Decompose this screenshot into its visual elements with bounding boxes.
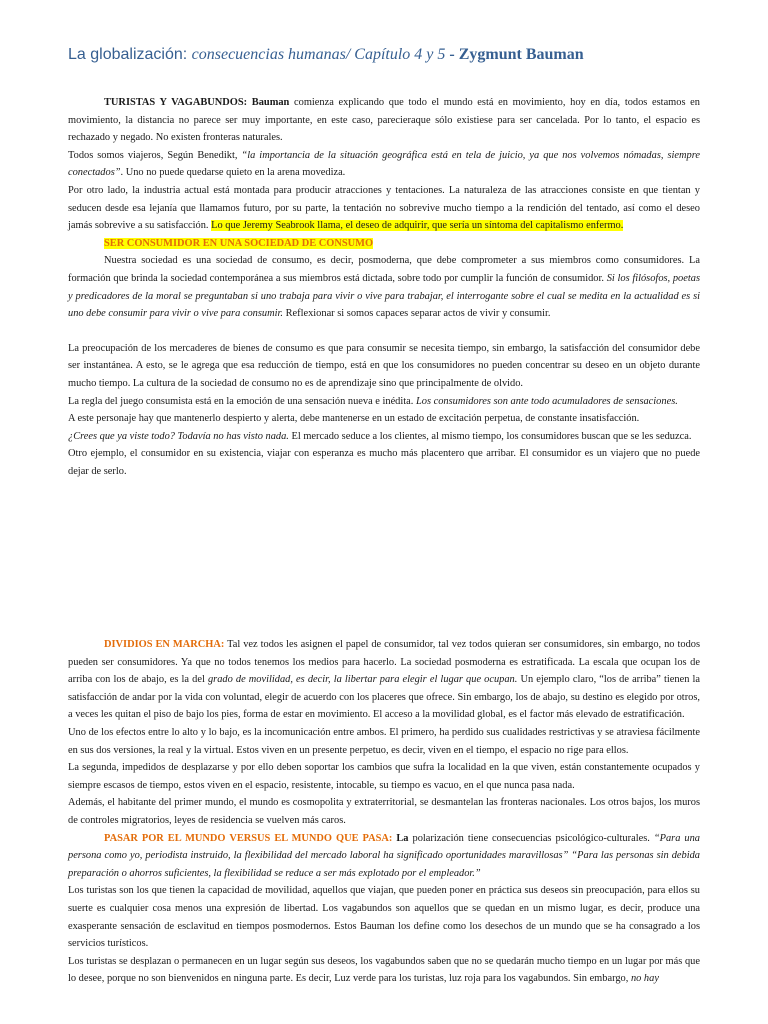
paragraph-regla-juego bbox=[68, 393, 700, 411]
bold-lead: La bbox=[392, 832, 409, 844]
paragraph-pasar-por-el-mundo bbox=[68, 830, 700, 883]
italic-quote-personas: “Para las personas sin debida preparación o ahorros suficientes, la flexibilidad se reduce a ser más explotado por el empleador.” bbox=[68, 850, 700, 879]
heading-divididos-en-marcha: DIVIDIOS EN MARCHA: bbox=[104, 639, 225, 650]
subheading-ser-consumidor bbox=[68, 235, 700, 253]
paragraph-divididos bbox=[68, 636, 700, 724]
paragraph-text: Por otro lado, la industria actual está montada para producir atracciones y tentaciones. La naturaleza de las atracciones consiste en que tientan y seducen desde esa lejanía que llamamos futuro, por su parte, la tentación no sobrevive mucho tiempo a la rendición del tentado, así como el deseo jamás sobrevive a su satisfacción. bbox=[68, 184, 700, 232]
italic-text: no hay bbox=[630, 973, 659, 985]
bauman-lead: Bauman bbox=[251, 97, 290, 108]
paragraph-industria bbox=[68, 182, 700, 235]
paragraph-text: Los turistas son los que tienen la capacidad de movilidad, aquellos que viajan, que pueden poner en práctica sus deseos sin preocupación, para ellos su suerte es cualquier cosa menos una expresión de libertad. Los vagabundos son aquellos que se quedan en un mismo lugar, es decir, produce una exasperante sensación de esclavitud en tiempos posmodernos. Estos Bauman los define como los desechos de un mundo que se ha consagrado a los servicios turísticos. bbox=[68, 885, 700, 950]
italic-quote: Si los filósofos, poetas y predicadores de la moral se preguntaban si uno trabaja para vivir o vive para trabajar, el interrogante sobre el cual se medita en la actualidad es si uno debe consumir para vivir o vive para consumir. bbox=[68, 272, 700, 320]
page-title bbox=[68, 46, 728, 64]
paragraph-text: La regla del juego consumista está en la emoción de una sensación nueva e inédita. bbox=[68, 395, 416, 407]
paragraph-text: La preocupación de los mercaderes de bienes de consumo es que para consumir se necesita tiempo, sin embargo, la satisfacción del consumidor debe ser instantánea. A esto, se le agrega que esa reducción de tiempo, está en que los consumidores no pueden concentrar su deseo en un objeto durante mucho tiempo. La cultura de la sociedad de consumo no es de aprendizaje sino que principalmente de olvido. bbox=[68, 342, 700, 389]
italic-quote: Los consumidores son ante todo acumuladores de sensaciones. bbox=[415, 395, 678, 407]
paragraph-viajeros bbox=[68, 147, 700, 182]
paragraph-mercaderes bbox=[68, 340, 700, 393]
italic-quote: grado de movilidad, es decir, la libertar para elegir el lugar que ocupan. bbox=[207, 674, 518, 686]
highlighted-text: Lo que Jeremy Seabrook llama, el deseo de adquirir, que sería un síntoma del capitalismo enfermo. bbox=[211, 220, 624, 232]
paragraph-text: Además, el habitante del primer mundo, el mundo es cosmopolita y extraterritorial, se desmantelan las fronteras nacionales. Los otros bajos, los muros de controles migratorios, leyes de residencia se vuelven más caros. bbox=[68, 797, 700, 826]
paragraph-ademas bbox=[68, 794, 700, 829]
title-italic: consecuencias humanas/ Capítulo 4 y 5 bbox=[191, 46, 450, 63]
paragraph-otro-ejemplo bbox=[68, 445, 700, 480]
paragraph-text: La segunda, impedidos de desplazarse y por ello deben soportar los cambios que sufra la localidad en la que viven, están constantemente ocupados y siempre escasos de tiempo, estos viven en el espacio, resistente, intocable, su tiempo es vacuo, en el que nunca pasa nada. bbox=[68, 762, 700, 791]
heading-pasar-por-el-mundo: PASAR POR EL MUNDO VERSUS EL MUNDO QUE PASA: bbox=[104, 832, 393, 844]
italic-quote: ¿Crees que ya viste todo? Todavía no has visto nada. bbox=[68, 430, 289, 442]
paragraph-turistas-vagabundos bbox=[68, 953, 700, 988]
paragraph-turistas-movilidad bbox=[68, 882, 700, 952]
paragraph-text: Los turistas se desplazan o permanecen en un lugar según sus deseos, los vagabundos saben que no se quedarán mucho tiempo en un lugar por más que lo desee, porque no son bienvenidos en ninguna parte. Es decir, Luz verde para los turistas, luz roja para los vagabundos. Sin embargo, bbox=[68, 955, 700, 985]
paragraph-text: . Uno no puede quedarse quieto en la arena movediza. bbox=[120, 167, 346, 179]
paragraph-text: Todos somos viajeros, Según Benedikt, bbox=[68, 149, 242, 161]
paragraph-text: Uno de los efectos entre lo alto y lo bajo, es la incomunicación entre ambos. El primero, ha perdido sus cualidades restrictivas y se atraviesa fácilmente en sus dos versiones, la real y la virtual. Estos viven en un presente perpetuo, es decir, viven en el tiempo, el espacio no rige para ellos. bbox=[68, 726, 700, 756]
paragraph-segunda bbox=[68, 759, 700, 794]
section-divididos bbox=[68, 636, 700, 988]
title-author: Zygmunt Bauman bbox=[458, 46, 584, 63]
section-consumers bbox=[68, 94, 700, 480]
paragraph-crees bbox=[68, 428, 700, 446]
paragraph-personaje bbox=[68, 410, 700, 428]
paragraph-text: comienza explicando que todo el mundo está en movimiento, hoy en día, todos estamos en movimiento, la distancia no parece ser muy importante, en este caso, parecieraque sólo existiese para ser cancelada. Por lo tanto, el espacio es rechazado y negado. No existen fronteras naturales. bbox=[68, 97, 700, 144]
blank-line bbox=[68, 323, 700, 340]
paragraph-text: polarización tiene consecuencias psicológico-culturales. bbox=[408, 832, 654, 844]
paragraph-sociedad-consumo bbox=[68, 252, 700, 322]
paragraph-text: Otro ejemplo, el consumidor en su existencia, viajar con esperanza es mucho más placentero que arribar. El consumidor es un viajero que no puede dejar de serlo. bbox=[68, 448, 700, 477]
quote-benedikt: “la importancia de la situación geográfica está en tela de juicio, ya que nos volvemos nómadas, siempre conectados” bbox=[68, 149, 700, 179]
heading-turistas-vagabundos: TURISTAS Y VAGABUNDOS: bbox=[104, 97, 252, 108]
title-dash: - bbox=[449, 46, 459, 63]
paragraph-text: Reflexionar si somos capaces separar actos de vivir y consumir. bbox=[283, 308, 551, 320]
paragraph-text: A este personaje hay que mantenerlo despierto y alerta, debe mantenerse en un estado de excitación perpetua, de constante insatisfacción. bbox=[68, 413, 640, 425]
paragraph-text: El mercado seduce a los clientes, al mismo tiempo, los consumidores buscan que se les seduzca. bbox=[288, 430, 692, 442]
paragraph-turistas bbox=[68, 94, 700, 147]
paragraph-text: Nuestra sociedad es una sociedad de consumo, es decir, posmoderna, que debe comprometer a sus miembros como consumidores. La formación que brinda la sociedad contemporánea a sus miembros está dictada, sobre todo por cumplir la función de consumidor. bbox=[68, 255, 700, 284]
paragraph-text: Tal vez todos les asignen el papel de consumidor, tal vez todos quieran ser consumidores, sin embargo, no todos pueden ser consumidores. Ya que no todos tenemos los medios para hacerlo. La sociedad posmoderna es estratificada. La escala que ocupan los de arriba con los de abajo, es la del bbox=[68, 639, 701, 686]
heading-ser-consumidor: SER CONSUMIDOR EN UNA SOCIEDAD DE CONSUMO bbox=[104, 237, 374, 249]
paragraph-efectos bbox=[68, 724, 700, 759]
title-plain: La globalización: bbox=[68, 46, 192, 63]
paragraph-text: Un ejemplo claro, “los de arriba” tienen la satisfacción de andar por la vida con voluntad, elegir de acuerdo con los placeres que ofrece. Sin embargo, los de abajo, su destino es elegido por otros, a veces les quitan el piso de bajo los pies, forma de estar en movimiento. El acceso a la movilidad global, es el factor más elevado de estratificación. bbox=[68, 674, 701, 721]
italic-quote-periodista: “Para una persona como yo, periodista instruido, la flexibilidad del mercado laboral ha significado oportunidades maravillosas” bbox=[68, 832, 700, 862]
